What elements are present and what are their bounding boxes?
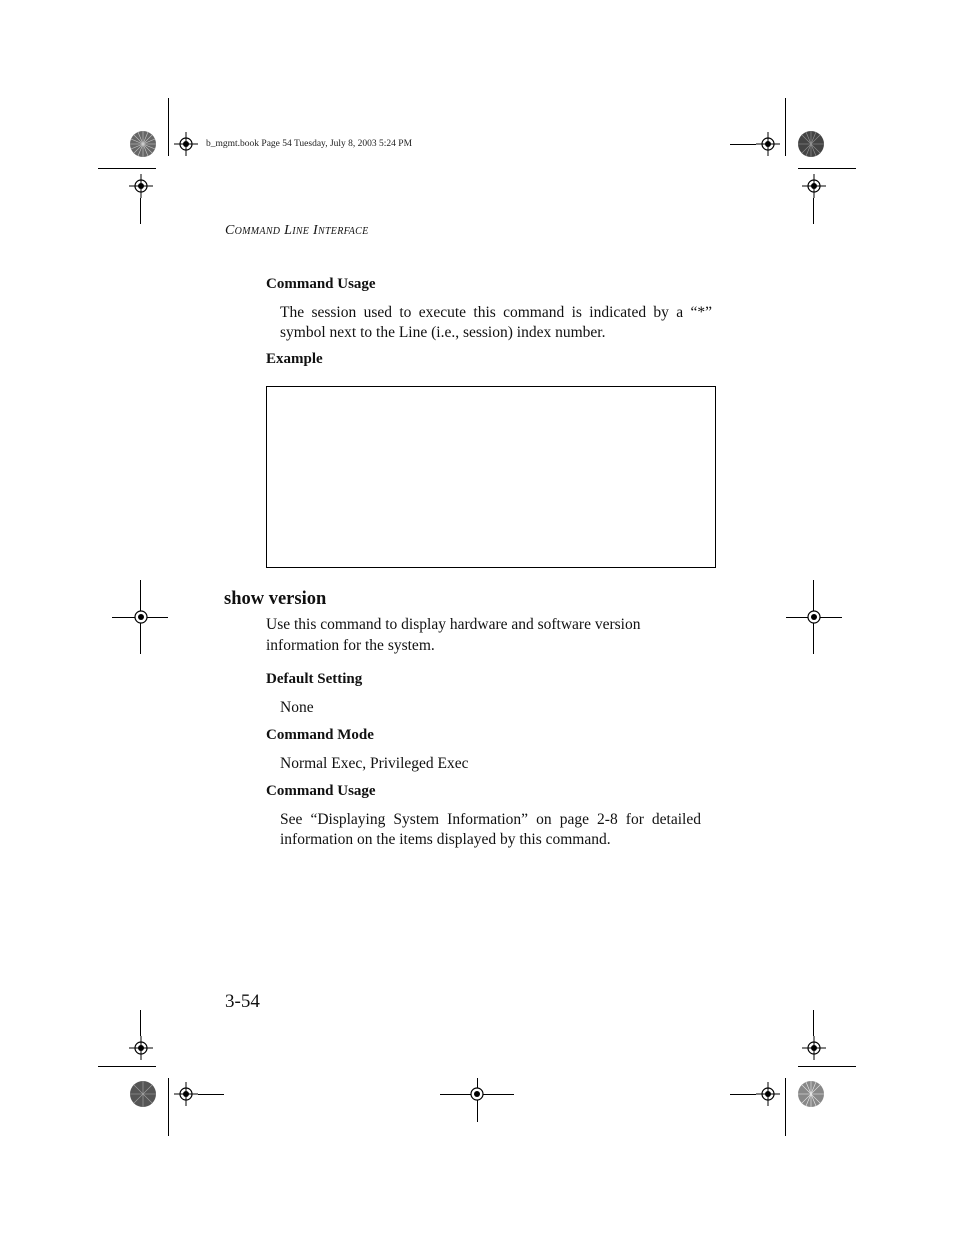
crop-line bbox=[730, 1094, 756, 1095]
crosshair-icon bbox=[465, 1082, 489, 1106]
command-mode-heading: Command Mode bbox=[266, 727, 374, 743]
crop-line bbox=[798, 168, 856, 169]
section-title: show version bbox=[224, 589, 327, 609]
text-line: symbol next to the Line (i.e., session) index number. bbox=[280, 324, 606, 341]
command-usage-text bbox=[280, 810, 701, 850]
crosshair-icon bbox=[756, 1082, 780, 1106]
crop-line bbox=[98, 168, 156, 169]
crosshair-icon bbox=[129, 174, 153, 198]
crop-line bbox=[730, 144, 756, 145]
text-line: The session used to execute this command is indicated by a “*” bbox=[280, 304, 712, 321]
crosshair-icon bbox=[129, 1036, 153, 1060]
section-description bbox=[266, 615, 686, 656]
example-box bbox=[266, 386, 716, 568]
crop-line bbox=[140, 198, 141, 224]
crosshair-icon bbox=[802, 605, 826, 629]
crop-line bbox=[198, 1094, 224, 1095]
crop-line bbox=[785, 1078, 786, 1136]
command-usage-heading: Command Usage bbox=[266, 276, 376, 292]
text-line: See “Displaying System Information” on page 2-8 for detailed bbox=[280, 811, 701, 828]
crop-line bbox=[140, 1010, 141, 1036]
crosshair-icon bbox=[174, 132, 198, 156]
crop-line bbox=[98, 1066, 156, 1067]
crosshair-icon bbox=[174, 1082, 198, 1106]
crosshair-icon bbox=[129, 605, 153, 629]
default-setting-heading: Default Setting bbox=[266, 671, 363, 687]
command-usage-heading: Command Usage bbox=[266, 783, 376, 799]
crop-line bbox=[168, 1078, 169, 1136]
page-number: 3-54 bbox=[225, 991, 260, 1012]
default-setting-value: None bbox=[280, 699, 314, 716]
crosshair-icon bbox=[756, 132, 780, 156]
command-mode-value: Normal Exec, Privileged Exec bbox=[280, 755, 469, 772]
text-line: information for the system. bbox=[266, 637, 435, 654]
text-line: Use this command to display hardware and software version bbox=[266, 616, 641, 633]
registration-wheel-icon bbox=[129, 130, 157, 158]
crop-line bbox=[813, 1010, 814, 1036]
crosshair-icon bbox=[802, 1036, 826, 1060]
crop-line bbox=[813, 198, 814, 224]
text-line: information on the items displayed by this command. bbox=[280, 831, 611, 848]
registration-wheel-icon bbox=[797, 1080, 825, 1108]
example-heading: Example bbox=[266, 351, 323, 367]
registration-wheel-icon bbox=[129, 1080, 157, 1108]
running-head: Command Line Interface bbox=[225, 223, 369, 238]
crosshair-icon bbox=[802, 174, 826, 198]
print-slug: b_mgmt.book Page 54 Tuesday, July 8, 2003 5:24 PM bbox=[206, 139, 413, 149]
crop-line bbox=[798, 1066, 856, 1067]
crop-line bbox=[785, 98, 786, 156]
registration-wheel-icon bbox=[797, 130, 825, 158]
command-usage-text bbox=[280, 303, 712, 343]
crop-line bbox=[168, 98, 169, 156]
